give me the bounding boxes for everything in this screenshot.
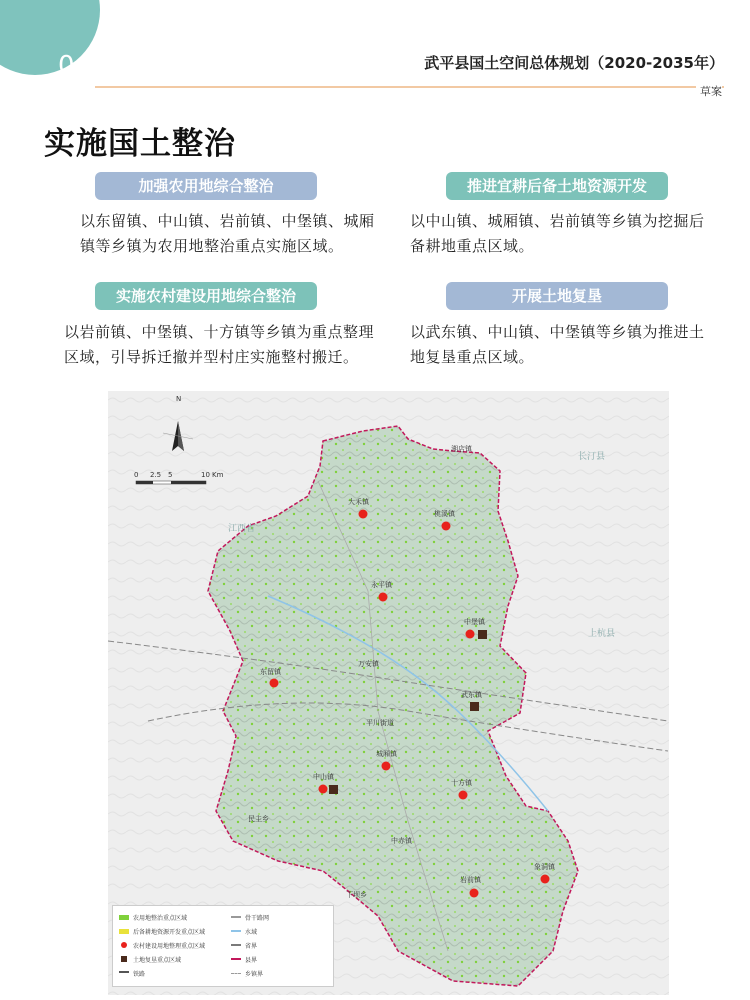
legend-item [119,940,205,950]
legend-swatch [231,944,241,946]
legend-swatch [119,915,129,920]
town-label: 永平镇 [371,581,392,589]
card-heading-farmland: 加强农用地综合整治 [95,172,317,200]
region-shanghang: 上杭县 [588,629,616,639]
document-status: 草案 [696,83,722,99]
town-label: 民主乡 [248,815,269,823]
town-label: 万安镇 [358,660,379,668]
legend-label: 骨干路网 [245,914,270,922]
legend-item [231,926,257,936]
legend-item [119,954,181,964]
town-label: 中堡镇 [464,618,485,626]
card-body-reclaim: 以武东镇、中山镇、中堡镇等乡镇为推进土地复垦重点区域。 [410,323,705,366]
card-heading-reclaim: 开展土地复垦 [446,282,668,310]
town-label: 桃溪镇 [434,510,455,518]
legend-item [119,926,205,936]
town-label: 下坝乡 [346,891,367,899]
scale-label-10: 10 [201,471,210,479]
scale-bar [136,481,206,484]
town-label: 中赤镇 [391,837,412,845]
town-label: 岩前镇 [460,876,481,884]
scale-label-0: 0 [134,471,139,479]
legend-item [231,954,257,964]
legend-swatch [119,971,129,975]
town-label: 东留镇 [260,668,281,676]
town-label: 十方镇 [451,779,472,787]
legend-item [231,940,257,950]
region-jiangxi: 江西省 [228,524,256,534]
legend-label: 土地复垦重点区域 [133,956,182,964]
town-label: 中山镇 [313,773,334,781]
legend-item [231,912,269,922]
card-heading-reserve: 推进宜耕后备土地资源开发 [446,172,668,200]
legend-swatch [231,958,241,960]
card-body-rural: 以岩前镇、中堡镇、十方镇等乡镇为重点整理区域，引导拆迁撤并型村庄实施整村搬迁。 [64,323,375,366]
legend-swatch [231,930,241,932]
legend-swatch [119,929,129,934]
legend-item [119,968,145,978]
region-changting: 长汀县 [578,452,606,462]
legend-label: 农用地整治重点区域 [133,914,188,922]
legend-label: 县界 [245,956,258,964]
legend-label: 省界 [245,942,258,950]
town-label: 大禾镇 [348,498,369,506]
legend-swatch [121,956,127,962]
map-legend [112,905,334,987]
legend-label: 后备耕地资源开发重点区域 [133,928,206,936]
legend-label: 乡镇界 [245,970,264,978]
card-body-reserve: 以中山镇、城厢镇、岩前镇等乡镇为挖掘后备耕地重点区域。 [410,212,705,255]
legend-item [119,912,187,922]
legend-swatch [121,942,127,948]
town-label: 象洞镇 [534,863,555,871]
legend-label: 农村建设用地整理重点区域 [133,942,206,950]
document-title: 武平县国土空间总体规划（2020-2035年） [424,54,724,72]
town-label: 平川街道 [366,719,394,727]
town-label: 武东镇 [461,691,482,699]
card-body-farmland: 以东留镇、中山镇、岩前镇、中堡镇、城厢镇等乡镇为农用地整治重点实施区域。 [80,212,375,255]
scale-label-2-5: 2.5 [150,471,162,479]
scale-label-5: 5 [168,471,173,479]
legend-label: 水域 [245,928,258,936]
legend-swatch [231,973,241,974]
scale-label-km: Km [212,471,224,479]
legend-swatch [231,916,241,918]
town-label: 城厢镇 [376,750,397,758]
page-number: 04 [58,51,94,81]
town-label: 湘店镇 [451,445,472,453]
legend-label: 铁路 [133,970,146,978]
card-heading-rural: 实施农村建设用地综合整治 [95,282,317,310]
header-divider [95,86,724,88]
legend-item [231,968,263,978]
north-label: N [176,395,182,403]
section-title: 实施国土整治 [44,126,236,162]
